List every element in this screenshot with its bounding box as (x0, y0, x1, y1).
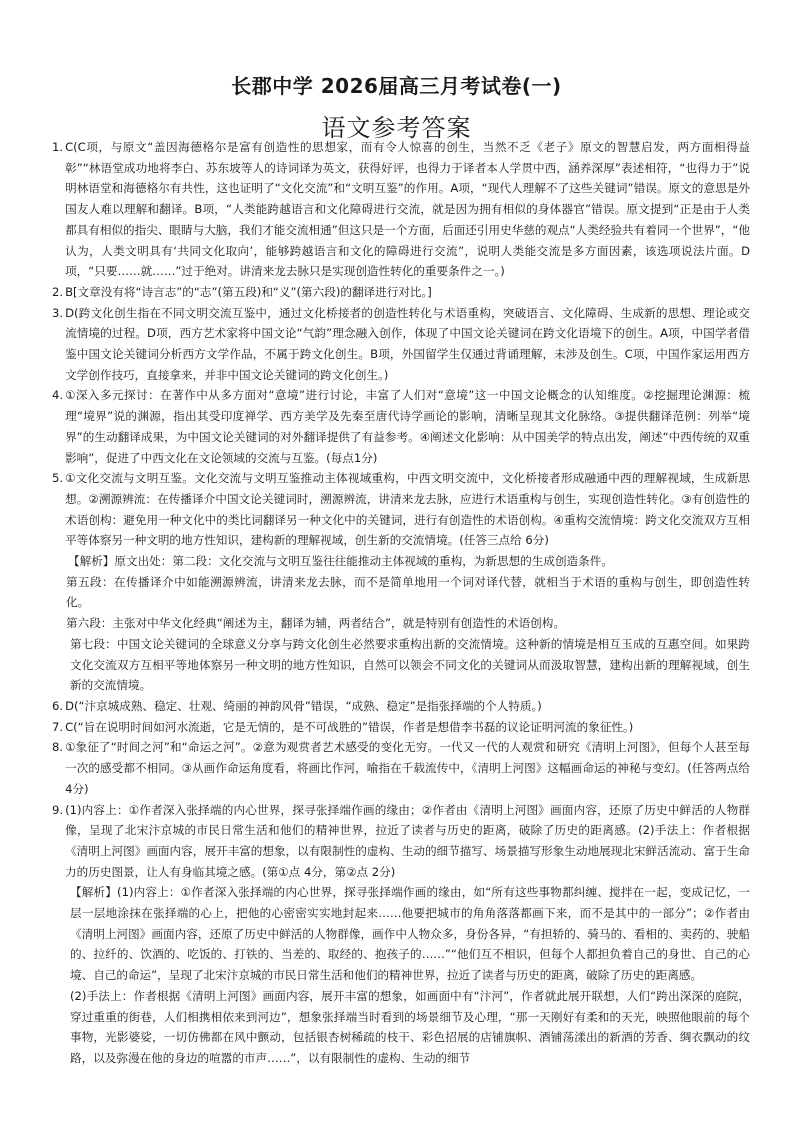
answer-text: B[文章没有将“诗言志”的“志”(第五段)和“义”(第六段)的翻译进行对比。] (65, 284, 432, 299)
answer-text: C(C项，与原文“盖因海德格尔是富有创造性的思想家，而有令人惊喜的创生，当然不乏《老子》原文的智慧启发，两方面相得益彰”“林语堂成功地将李白、苏东坡等人的诗词译为英文，获得好评，也得力于译者本人学贯中西，涵养深厚”表述相符，“也得力于”说明林语堂和海德格尔有共性，这也证明了“文化交流”和“文明互鉴”的作用。A项，“现代人理解不了这些关键词”错误。原文的意思是外国友人难以理解和翻译。B项，“人类能跨越语言和文化障碍进行交流，就是因为拥有相似的身体器官”错误。原文提到“正是由于人类都具有相似的指尖、眼睛与大脑，我们才能交流相通”但这只是一个方面，后面还引用史华慈的观点“人类经验共有着同一个世界”，“他认为，人类文明具有‘共同文化取向’，能够跨越语言和文化的障碍进行交流”，说明人类能交流是多方面因素，该选项说法片面。D项，“只要……就……”过于绝对。讲清来龙去脉只是实现创造性转化的重要条件之一。) (65, 140, 750, 279)
analysis-paragraph: 【解析】原文出处：第二段：文化交流与文明互鉴往往能推动主体视域的重构，为新思想的生成创造条件。 (68, 554, 613, 569)
answer-number: 6. (52, 698, 64, 713)
exam-title: 长郡中学 2026届高三月考试卷(一) (231, 74, 562, 98)
analysis-paragraph: 第七段：中国文论关键词的全球意义分享与跨文化创生必然要求重构出新的交流情境。这种新的情境是相互玉成的互惠空间。如果跨文化交流双方互相平等地体察另一种文明的地方性知识，自然可以领会不同文化的关键词从而汲取智慧，建构出新的理解视域，创生新的交流情境。 (70, 636, 750, 693)
answer-text: ①文化交流与文明互鉴。文化交流与文明互鉴推动主体视域重构，中西文明交流中，文化桥接者形成融通中西的理解视域，生成新思想。②溯源辨流：在传播译介中国文论关键词时，溯源辨流，讲清来龙去脉，应进行术语重构与创生，实现创造性转化。③有创造性的术语创构：避免用一种文化中的类比词翻译另一种文化中的关键词，进行有创造性的术语创构。④重构交流情境：跨文化交流双方互相平等体察另一种文明的地方性知识，建构新的理解视域，创生新的交流情境。(任答三点给 6分) (65, 471, 750, 548)
analysis-paragraph: 【解析】(1)内容上：①作者深入张择端的内心世界，探寻张择端作画的缘由，如“所有这些事物都纠缠、搅拌在一起，变成记忆，一层一层地涂抹在张择端的心上，把他的心密密实实地封起来……他要把城市的角角落落都画下来，而不是其中的一部分”；②作者由《清明上河图》画面内容，还原了历史中鲜活的人物群像，画作中人物众多，身份各异，“有担轿的、骑马的、看相的、卖药的、驶船的、拉纤的、饮酒的、吃饭的、打铁的、当差的、取经的、抱孩子的……”“他们互不相识，但每个人都担负着自己的身世、自己的心境、自己的命运”，呈现了北宋汴京城的市民日常生活和他们的精神世界，拉近了读者与历史的距离，破除了历史的距离感。 (70, 885, 750, 983)
answer-item-6 (52, 696, 750, 717)
answer-number: 8. (52, 740, 64, 755)
answer-text: ①深入多元探讨：在著作中从多方面对“意境”进行讨论，丰富了人们对“意境”这一中国文论概念的认知维度。②挖掘理论渊源：梳理“境界”说的渊源，指出其受印度禅学、西方美学及先秦至唐代诗学画论的影响，清晰呈现其文化脉络。③提供翻译范例：列举“境界”的生动翻译成果，为中国文论关键词的对外翻译提供了有益参考。④阐述文化影响：从中国美学的特点出发，阐述“中西传统的双重影响”，促进了中西文化在文论领域的交流与互鉴。(每点1分) (65, 388, 750, 465)
analysis-paragraph: 第五段：在传播译介中如能溯源辨流，讲清来龙去脉，而不是简单地用一个词对译代替，就相当于术语的重构与创生，即创造性转化。 (66, 574, 750, 610)
answer-item-5 (52, 468, 750, 551)
answer-body (52, 137, 750, 1069)
answer-text: C(“旨在说明时间如河水流逝，它是无情的，是不可战胜的”错误，作者是想借李书磊的议论证明河流的象征性。) (65, 719, 634, 734)
answer-number: 4. (52, 388, 64, 403)
answer-number: 9. (52, 802, 64, 817)
answer-text: D(“汴京城成熟、稳定、壮观、绮丽的神韵风骨”错误，“成熟、稳定”是指张择端的个人特质。) (65, 698, 542, 713)
answer-number: 2. (52, 284, 64, 299)
answer-text: D(跨文化创生指在不同文明交流互鉴中，通过文化桥接者的创造性转化与术语重构，突破语言、文化障碍、生成新的思想、理论或交流情境的过程。D项，西方艺术家将中国文论“气韵”理念融入创作，体现了中国文论关键词在跨文化语境下的创生。A项，中国学者借鉴中国文论关键词分析西方文学作品，不属于跨文化创生。B项，外国留学生仅通过背诵理解，未涉及创生。C项，中国作家运用西方文学创作技巧，直接拿来，并非中国文论关键词的跨文化创生。) (65, 305, 750, 382)
answer-subtitle: 语文参考答案 (321, 114, 472, 142)
answer-item-9 (52, 800, 750, 883)
analysis-paragraph: 第六段：主张对中华文化经典“阐述为主，翻译为辅，两者结合”，就是特别有创造性的术语创构。 (66, 616, 565, 631)
answer-item-3 (52, 303, 750, 386)
answer-number: 1. (52, 140, 64, 154)
answer-number: 7. (52, 719, 64, 734)
analysis-paragraph: (2)手法上：作者根据《清明上河图》画面内容，展开丰富的想象，如画面中有“汴河”，作者就此展开联想，人们“跨出深深的庭院，穿过重重的街巷，人们相携相依来到河边”，想象张择端当时看到的场景细节及心理，“那一天刚好有柔和的天光，映照他眼前的每个事物，光影婆娑，一切仿佛都在风中颤动，包括银杏树稀疏的枝干、彩色招展的店铺旗帜、酒铺荡漾出的新酒的芳香、绸衣飘动的纹路，以及弥漫在他的身边的喧嚣的市声……”，以有限制性的虚构、生动的细节 (70, 988, 750, 1065)
answer-item-8 (52, 737, 750, 799)
answer-item-7 (52, 717, 750, 738)
answer-text: (1)内容上：①作者深入张择端的内心世界，探寻张择端作画的缘由；②作者由《清明上河图》画面内容，还原了历史中鲜活的人物群像，呈现了北宋汴京城的市民日常生活和他们的精神世界，拉近了读者与历史的距离，破除了历史的距离感。(2)手法上：作者根据《清明上河图》画面内容，展开丰富的想象，以有限制性的虚构、生动的细节描写、场景描写形象生动地展现北宋鲜活流动、富于生命力的历史图景，让人有身临其境之感。(第①点 4分，第②点 2分) (65, 802, 750, 879)
answer-number: 3. (52, 305, 64, 320)
answer-text: ①象征了“时间之河”和“命运之河”。②意为观赏者艺术感受的变化无穷。一代又一代的人观赏和研究《清明上河图》，但每个人甚至每一次的感受都不相同。③从画作命运角度看，将画比作河，喻指在千载流传中，《清明上河图》这幅画命运的神秘与变幻。(任答两点给 4分) (65, 740, 750, 796)
answer-item-2 (52, 282, 750, 303)
answer-item-1 (52, 137, 750, 282)
answer-item-4 (52, 385, 750, 468)
answer-number: 5. (52, 471, 64, 486)
